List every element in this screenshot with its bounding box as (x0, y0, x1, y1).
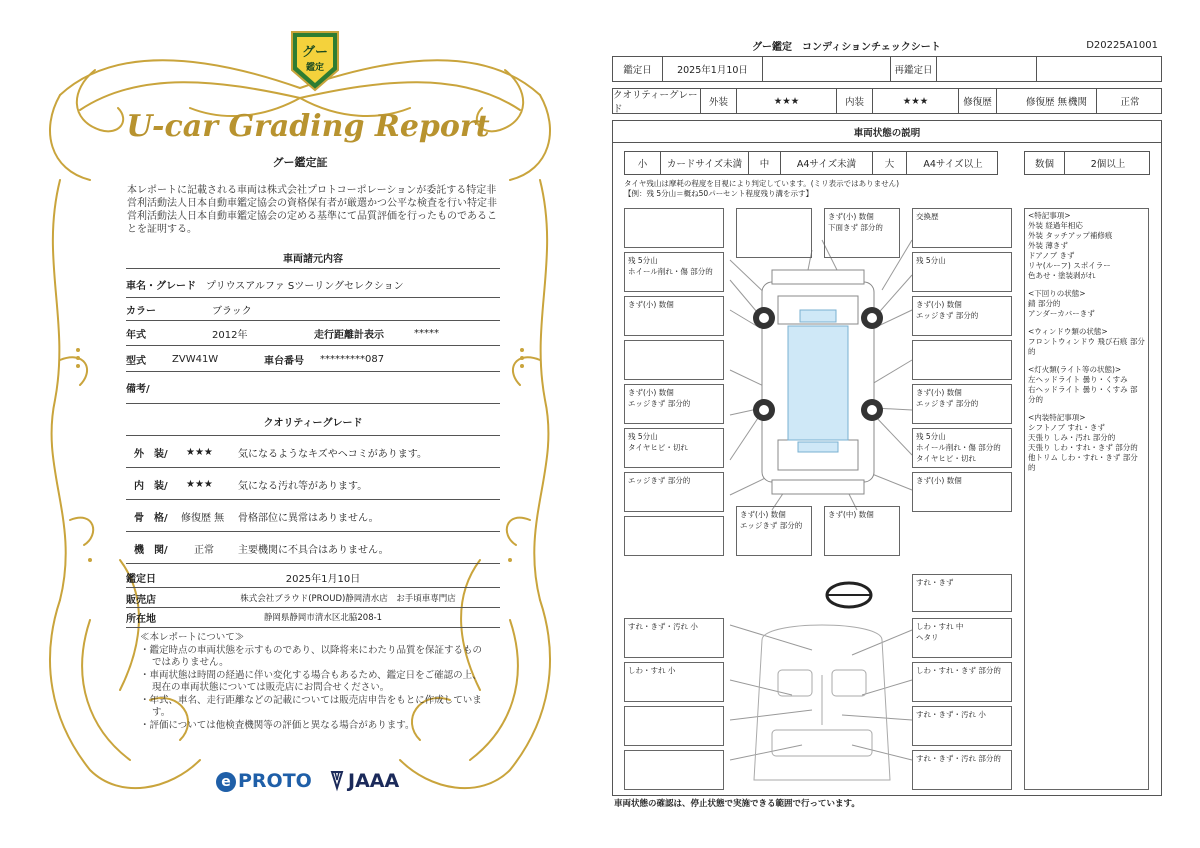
count-value: 2個以上 (1090, 159, 1126, 170)
color-row (126, 299, 500, 319)
divider (126, 268, 500, 269)
exterior-note-box: きず(小) 数個 (624, 296, 724, 336)
note-line: <内装特記事項> (1028, 413, 1086, 422)
svg-text:鑑定: 鑑定 (305, 63, 325, 73)
note-line: ドアノブ きず (1028, 251, 1075, 260)
note-item: ・年式、車名、走行距離などの記載については販売店申告をもとに作成しています。 (140, 694, 482, 718)
divider (126, 467, 500, 468)
size-legend (624, 151, 998, 175)
note-line: リヤ(ルーフ) スポイラー (1028, 261, 1111, 270)
jaaa-logo: JAAA (330, 770, 399, 792)
condition-check-sheet (604, 0, 1200, 848)
model-label: 型式 (126, 355, 146, 367)
exterior-note-box: 残 5分山 ホイール削れ・傷 部分的 (624, 252, 724, 292)
interior-note-box (624, 750, 724, 790)
divider (126, 345, 500, 346)
divider (126, 627, 500, 628)
date-label: 鑑定日 (613, 57, 663, 81)
interior-label: 内装 (837, 89, 873, 113)
grade-row-engine (126, 538, 500, 558)
certificate-title: グー鑑定証 (272, 156, 328, 169)
car-name-value: プリウスアルファ Sツーリングセレクション (206, 280, 404, 292)
exterior-note-box: きず(小) 数個 エッジきず 部分的 (912, 296, 1012, 336)
exterior-note-box: きず(小) 数個 (912, 472, 1012, 512)
color-label: カラー (126, 305, 156, 317)
exterior-note-box: きず(小) 数個 下面きず 部分的 (824, 208, 900, 258)
grade-label: 内 装/ (134, 480, 168, 492)
goo-grading-badge (288, 30, 342, 92)
exterior-note-box: エッジきず 部分的 (624, 472, 724, 512)
exterior-note-box: きず(中) 数個 (824, 506, 900, 556)
proto-logo: e PROTO (216, 770, 312, 792)
mileage-value: ***** (414, 327, 439, 339)
grade-value: 修復歴 無 (181, 512, 225, 524)
grade-row-exterior (126, 442, 500, 462)
remarks-row (126, 377, 500, 397)
exterior-note-box (624, 208, 724, 248)
note-line: <下回りの状態> (1028, 289, 1086, 298)
grade-value: 正常 (194, 544, 214, 556)
tyre-note-line: タイヤ残山は摩耗の程度を目視により判定しています。(ミリ表示ではありません) (624, 179, 900, 188)
car-name-row (126, 274, 500, 294)
note-line: 左ヘッドライト 曇り・くすみ (1028, 375, 1128, 384)
report-notes (140, 632, 490, 732)
year-value: 2012年 (212, 329, 248, 341)
mileage-label: 走行距離計表示 (314, 329, 384, 341)
engine-value: 正常 (1120, 97, 1140, 108)
size-small-label: 小 (625, 152, 661, 174)
engine-label: 機関 (1059, 89, 1097, 113)
exterior-note-box: 交換歴 (912, 208, 1012, 248)
note-line: <ウィンドウ類の状態> (1028, 327, 1108, 336)
dealer-label: 販売店 (126, 594, 156, 606)
date-blank (763, 57, 891, 81)
grade-label: 機 関/ (134, 544, 168, 556)
address-label: 所在地 (126, 613, 156, 625)
note-line: <特記事項> (1028, 211, 1071, 220)
date-table (612, 56, 1162, 82)
exterior-note-box: きず(小) 数個 エッジきず 部分的 (912, 384, 1012, 424)
address-row (126, 607, 500, 627)
chassis-label: 車台番号 (264, 355, 304, 367)
exterior-note-box: 残 5分山 (912, 252, 1012, 292)
repair-label: 修復歴 (959, 89, 997, 113)
quality-grade-title: クオリティーグレード (263, 418, 363, 429)
divider (126, 531, 500, 532)
size-small-value: カードサイズ未満 (661, 152, 749, 174)
exterior-note-box (624, 516, 724, 556)
interior-note-box: しわ・すれ 中 ヘタリ (912, 618, 1012, 658)
model-row (126, 349, 500, 369)
grade-desc: 主要機関に不具合はありません。 (238, 544, 389, 556)
quality-table (612, 88, 1162, 114)
redate-blank (1037, 57, 1163, 81)
note-line: 外装 経過年相応 (1028, 221, 1083, 230)
tyre-note (624, 179, 899, 199)
exterior-note-box (912, 340, 1012, 380)
note-line: 外装 タッチアップ補修痕 (1028, 231, 1113, 240)
note-line: 外装 薄きず (1028, 241, 1068, 250)
note-line: 色あせ・塗装剥がれ (1028, 271, 1096, 280)
quality-label: クオリティーグレード (613, 89, 701, 113)
interior-note-box: すれ・きず・汚れ 小 (624, 618, 724, 658)
size-large-label: 大 (873, 152, 907, 174)
exterior-label: 外装 (701, 89, 737, 113)
redate-label: 再鑑定日 (891, 57, 937, 81)
address-value: 静岡県静岡市清水区北脇208-1 (263, 613, 383, 623)
grade-desc: 気になるようなキズやヘコミがあります。 (238, 448, 427, 460)
exterior-value: ★★★ (737, 89, 837, 113)
date-value: 2025年1月10日 (663, 57, 763, 81)
interior-note-box: すれ・きず・汚れ 小 (912, 706, 1012, 746)
interior-note-box: しわ・すれ 小 (624, 662, 724, 702)
note-item: ・車両状態は時間の経過に伴い変化する場合もあるため、鑑定日をご確認の上、現在の車両状態については販売店にお問合せください。 (140, 669, 482, 693)
date-row (126, 567, 500, 587)
spec-section-title: 車両諸元内容 (283, 254, 343, 265)
date-label: 鑑定日 (126, 573, 156, 585)
exterior-note-box: 残 5分山 タイヤヒビ・切れ (624, 428, 724, 468)
note-line: フロントウィンドウ 飛び石痕 部分的 (1028, 337, 1145, 356)
steering-wheel-icon (827, 583, 871, 607)
divider (126, 563, 500, 564)
dealer-value: 株式会社ブラウド(PROUD)静岡清水店 お手頃車専門店 (240, 594, 456, 604)
divider (126, 297, 500, 298)
certificate-statement: 本レポートに記載される車両は株式会社プロトコーポレーションが委託する特定非営利活動法人日本自動車鑑定協会の資格保有者が厳選かつ公平な検査を行い特定非営利活動法人日本自動車鑑定協会の定める基準にて品質評価を行ったものであることを証明する。 (127, 185, 497, 235)
exterior-note-box: きず(小) 数個 エッジきず 部分的 (736, 506, 812, 556)
divider (126, 499, 500, 500)
count-legend (1024, 151, 1150, 175)
report-title-script (126, 102, 490, 148)
grade-label: 外 装/ (134, 448, 168, 460)
remarks-label: 備考/ (126, 383, 150, 395)
color-value: ブラック (212, 305, 252, 317)
note-line: 他トリム しわ・すれ・きず 部分的 (1028, 453, 1138, 472)
note-item: ・評価については他検査機関等の評価と異なる場合があります。 (140, 719, 415, 731)
car-name-label: 車名・グレード (126, 280, 196, 292)
size-mid-value: A4サイズ未満 (781, 152, 873, 174)
divider (126, 403, 500, 404)
interior-note-box: すれ・きず (912, 574, 1012, 612)
divider (126, 320, 500, 321)
note-line: アンダーカバーきず (1028, 309, 1095, 318)
interior-note-box: しわ・すれ・きず 部分的 (912, 662, 1012, 702)
interior-note-box: すれ・きず・汚れ 部分的 (912, 750, 1012, 790)
svg-text:U-car Grading Report: U-car Grading Report (126, 109, 490, 144)
date-value: 2025年1月10日 (285, 573, 361, 585)
chassis-value: *********087 (320, 353, 385, 365)
size-large-value: A4サイズ以上 (923, 159, 983, 170)
grade-value: ★★★ (186, 478, 213, 490)
interior-value: ★★★ (873, 89, 959, 113)
note-line: <灯火類(ライト等の状態)> (1028, 365, 1122, 374)
notes-title: ≪本レポートについて≫ (140, 632, 245, 643)
note-line: シフトノブ すれ・きず (1028, 423, 1105, 432)
tyre-note-line: 【例：残 5分山＝概ね50パーセント程度残り溝を示す】 (624, 189, 814, 198)
divider (126, 435, 500, 436)
model-value: ZVW41W (172, 353, 219, 365)
special-notes (1024, 208, 1149, 790)
divider (126, 371, 500, 372)
interior-note-box (624, 706, 724, 746)
grade-desc: 気になる汚れ等があります。 (238, 480, 368, 492)
dealer-row (126, 588, 500, 608)
exterior-note-box: きず(小) 数個 エッジきず 部分的 (624, 384, 724, 424)
grade-desc: 骨格部位に異常はありません。 (238, 512, 379, 524)
note-item: ・鑑定時点の車両状態を示すものであり、以降将来にわたり品質を保証するものではありません。 (140, 644, 483, 668)
exterior-note-box (624, 340, 724, 380)
sheet-footer: 車両状態の確認は、停止状態で実施できる範囲で行っています。 (614, 799, 860, 809)
jaaa-mark-icon (330, 770, 344, 790)
grade-value: ★★★ (186, 446, 213, 458)
repair-value: 修復歴 無 (997, 89, 1097, 113)
count-label: 数個 (1025, 152, 1065, 174)
sheet-title: グー鑑定 コンディションチェックシート (752, 42, 941, 53)
note-line: 天張り しみ・汚れ 部分的 (1028, 433, 1116, 442)
year-row (126, 323, 500, 343)
condition-title: 車両状態の説明 (613, 121, 1161, 143)
exterior-note-box (736, 208, 812, 258)
grade-label: 骨 格/ (134, 512, 168, 524)
note-line: 錆 部分的 (1028, 299, 1061, 308)
sheet-code: D20225A1001 (1086, 40, 1158, 51)
size-mid-label: 中 (749, 152, 781, 174)
redate-value (937, 57, 1037, 81)
svg-text:グー: グー (301, 45, 329, 60)
proto-mark-icon: e (216, 772, 236, 792)
grade-row-frame (126, 506, 500, 526)
year-label: 年式 (126, 329, 146, 341)
exterior-note-box: 残 5分山 ホイール削れ・傷 部分的 タイヤヒビ・切れ (912, 428, 1012, 468)
grade-row-interior (126, 474, 500, 494)
note-line: 右ヘッドライト 曇り・くすみ 部分的 (1028, 385, 1138, 404)
note-line: 天張り しわ・すれ・きず 部分的 (1028, 443, 1138, 452)
